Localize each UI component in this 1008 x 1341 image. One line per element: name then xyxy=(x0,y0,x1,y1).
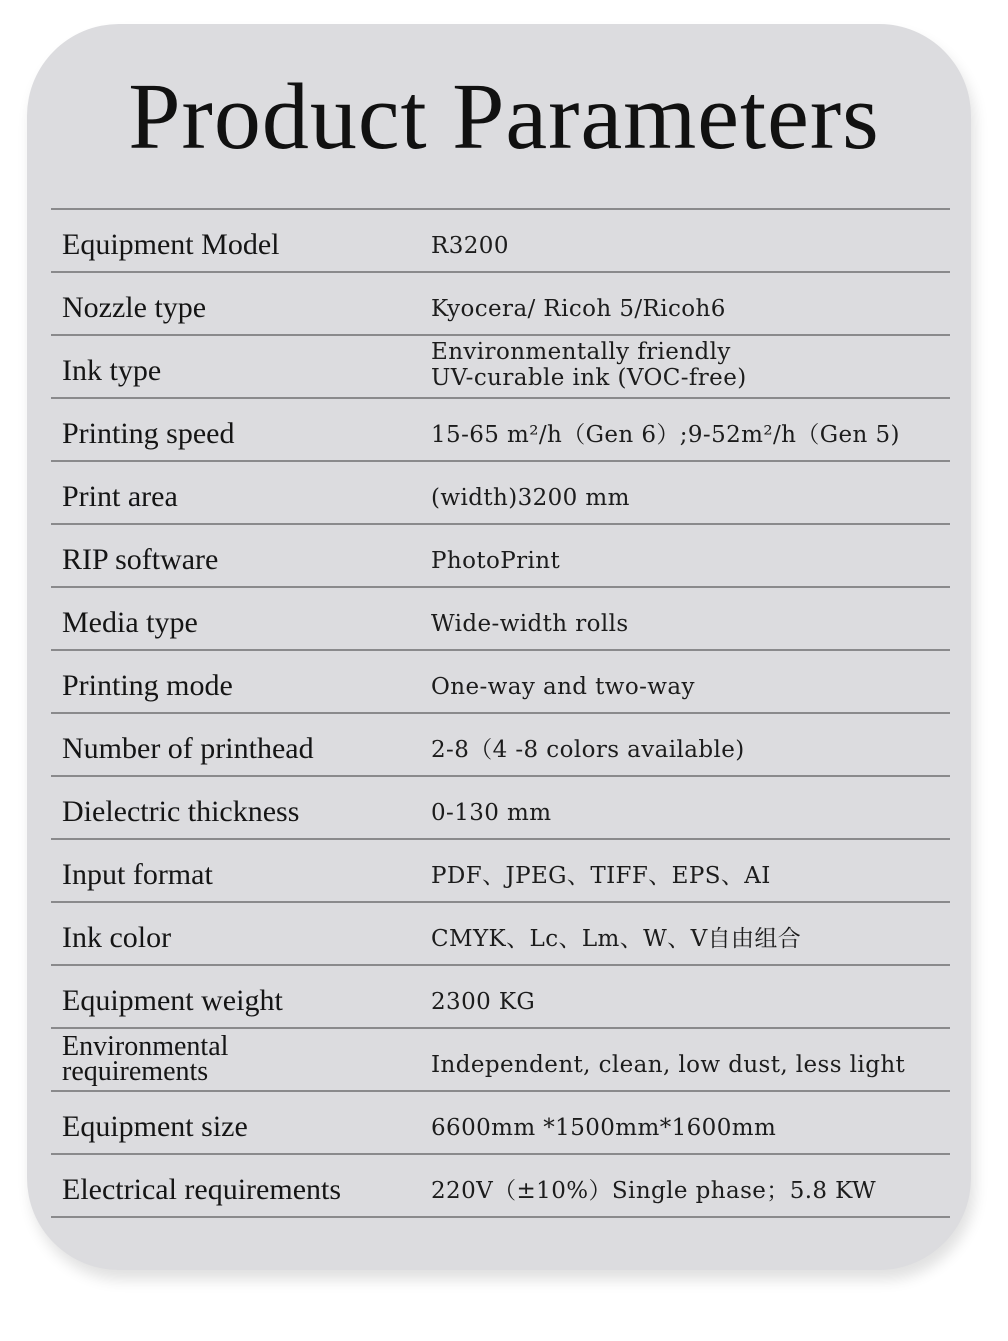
row-value: (width)3200 mm xyxy=(431,485,630,511)
row-value: 2-8（4 -8 colors available) xyxy=(431,737,745,763)
row-label: Equipment Model xyxy=(62,228,280,261)
row-label: Media type xyxy=(62,606,198,639)
row-value: Wide-width rolls xyxy=(431,611,629,637)
row-value-line: UV-curable ink (VOC-free) xyxy=(431,365,747,391)
row-value: PDF、JPEG、TIFF、EPS、AI xyxy=(431,863,771,889)
table-row xyxy=(51,336,950,399)
row-value: PhotoPrint xyxy=(431,548,561,574)
row-label xyxy=(62,1031,229,1087)
row-label: Ink type xyxy=(62,354,162,387)
row-label-line: requirements xyxy=(62,1056,209,1087)
table-row xyxy=(51,399,950,462)
row-value: 0-130 mm xyxy=(431,800,552,826)
row-value: Kyocera/ Ricoh 5/Ricoh6 xyxy=(431,296,726,322)
table-row xyxy=(51,840,950,903)
table-row xyxy=(51,588,950,651)
row-label: Ink color xyxy=(62,921,172,954)
parameters-table xyxy=(51,208,950,1218)
row-value: Independent, clean, low dust, less light xyxy=(431,1052,906,1078)
table-row xyxy=(51,1092,950,1155)
table-row xyxy=(51,210,950,273)
row-value: R3200 xyxy=(431,233,509,259)
table-row xyxy=(51,1029,950,1092)
row-label-line: Environmental xyxy=(62,1031,229,1062)
row-label: Nozzle type xyxy=(62,291,207,324)
table-row xyxy=(51,1155,950,1218)
table-row xyxy=(51,903,950,966)
row-label: Input format xyxy=(62,858,213,891)
row-value: 2300 KG xyxy=(431,989,536,1015)
row-value: CMYK、Lc、Lm、W、V自由组合 xyxy=(431,926,802,952)
row-value: 220V（±10%）Single phase；5.8 KW xyxy=(431,1178,876,1204)
row-value xyxy=(431,339,747,391)
table-row xyxy=(51,651,950,714)
table-row xyxy=(51,777,950,840)
row-label: Equipment size xyxy=(62,1110,248,1143)
row-label: Equipment weight xyxy=(62,984,283,1017)
table-row xyxy=(51,462,950,525)
table-row xyxy=(51,714,950,777)
page-title: Product Parameters xyxy=(128,65,880,169)
row-value: 15-65 m²/h（Gen 6）;9-52m²/h（Gen 5) xyxy=(431,422,900,448)
row-label: Number of printhead xyxy=(62,732,314,765)
table-row xyxy=(51,273,950,336)
row-value: One-way and two-way xyxy=(431,674,695,700)
row-label: Print area xyxy=(62,480,178,513)
table-row xyxy=(51,966,950,1029)
table-row xyxy=(51,525,950,588)
row-label: RIP software xyxy=(62,543,219,576)
row-label: Printing mode xyxy=(62,669,233,702)
row-label: Dielectric thickness xyxy=(62,795,300,828)
row-value: 6600mm *1500mm*1600mm xyxy=(431,1115,777,1141)
row-value-line: Environmentally friendly xyxy=(431,339,731,365)
row-label: Printing speed xyxy=(62,417,235,450)
row-label: Electrical requirements xyxy=(62,1173,342,1206)
